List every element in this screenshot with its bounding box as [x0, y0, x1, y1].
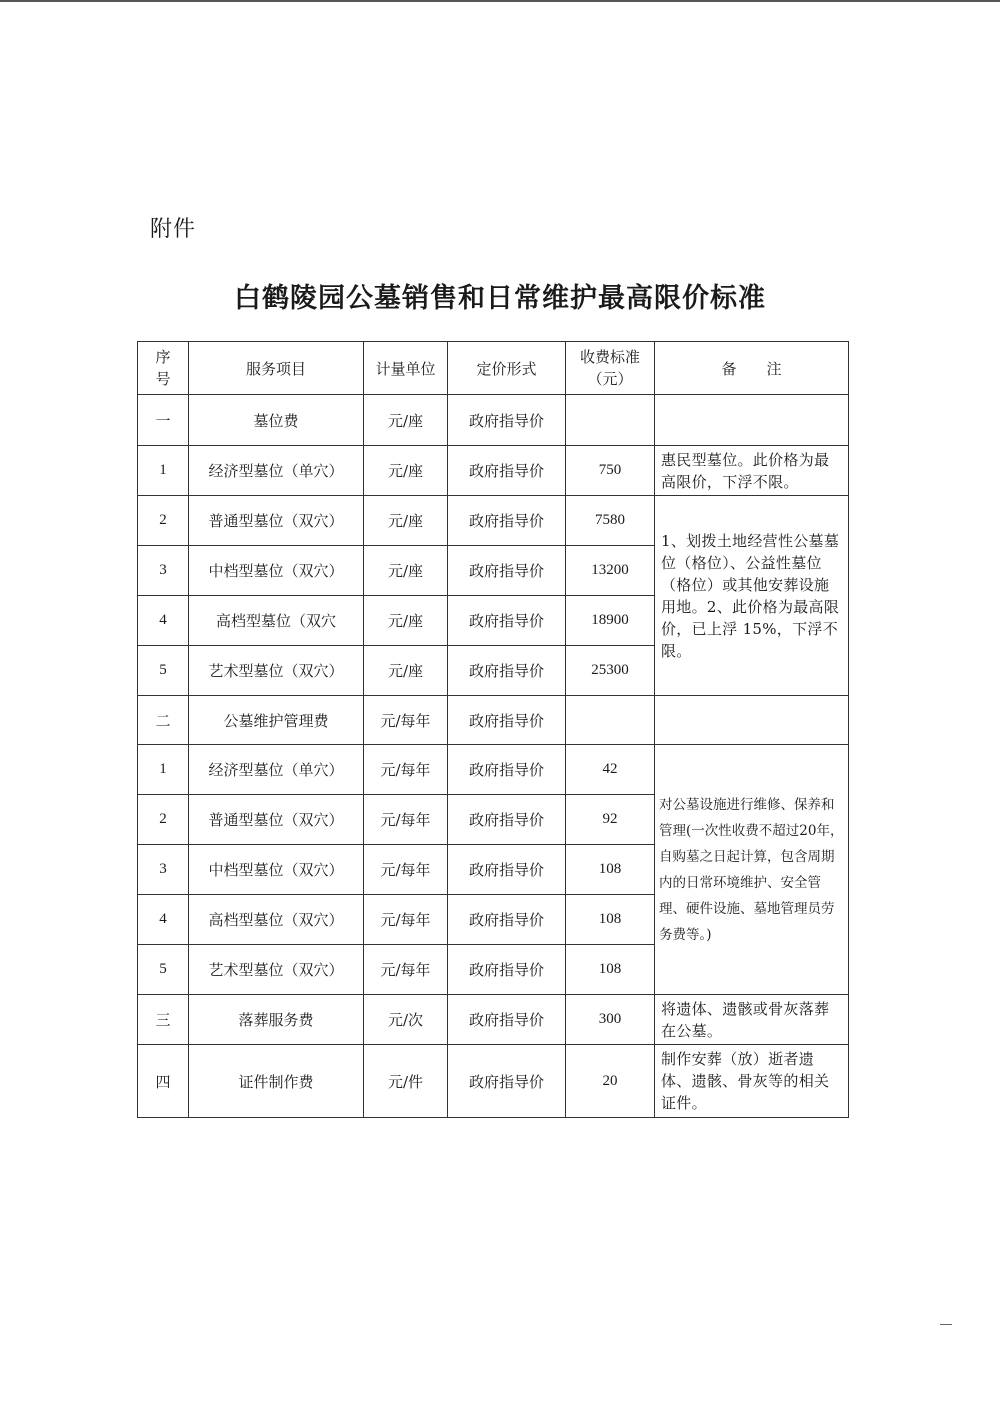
cell-item: 墓位费	[189, 395, 364, 446]
cell-fee: 108	[566, 945, 655, 995]
cell-seq: 三	[138, 995, 189, 1045]
header-fee-line2: （元）	[587, 370, 633, 388]
cell-pricing: 政府指导价	[448, 646, 566, 696]
header-fee	[566, 342, 655, 395]
cell-remark-merged: 1、划拨土地经营性公墓墓位（格位）、公益性墓位（格位）或其他安葬设施用地。2、此价格为最高限价，已上浮 15%，下浮不限。	[655, 496, 849, 696]
cell-fee: 13200	[566, 546, 655, 596]
cell-unit: 元/每年	[364, 845, 448, 895]
cell-fee: 20	[566, 1045, 655, 1118]
header-pricing: 定价形式	[448, 342, 566, 395]
cell-pricing: 政府指导价	[448, 745, 566, 795]
table-row	[138, 696, 849, 745]
cell-fee: 7580	[566, 496, 655, 546]
table-row	[138, 395, 849, 446]
page-mark	[940, 1324, 952, 1325]
cell-unit: 元/每年	[364, 745, 448, 795]
cell-item: 经济型墓位（单穴）	[189, 446, 364, 496]
cell-unit: 元/每年	[364, 795, 448, 845]
cell-item: 普通型墓位（双穴）	[189, 795, 364, 845]
cell-fee: 42	[566, 745, 655, 795]
cell-seq: 四	[138, 1045, 189, 1118]
header-seq	[138, 342, 189, 395]
cell-seq: 2	[138, 496, 189, 546]
cell-pricing: 政府指导价	[448, 945, 566, 995]
cell-pricing: 政府指导价	[448, 895, 566, 945]
cell-item: 落葬服务费	[189, 995, 364, 1045]
table-row	[138, 496, 849, 546]
cell-pricing: 政府指导价	[448, 395, 566, 446]
cell-seq: 3	[138, 845, 189, 895]
cell-item: 艺术型墓位（双穴）	[189, 646, 364, 696]
cell-seq: 1	[138, 446, 189, 496]
cell-pricing: 政府指导价	[448, 1045, 566, 1118]
header-fee-line1: 收费标准	[579, 348, 640, 366]
cell-fee	[566, 696, 655, 745]
cell-remark: 惠民型墓位。此价格为最高限价，下浮不限。	[655, 446, 849, 496]
fee-standard-table	[137, 341, 849, 1118]
page-top-border	[0, 0, 1000, 2]
header-seq-line1: 序	[155, 348, 171, 366]
cell-unit: 元/次	[364, 995, 448, 1045]
cell-remark	[655, 696, 849, 745]
cell-pricing: 政府指导价	[448, 496, 566, 546]
cell-item: 中档型墓位（双穴）	[189, 845, 364, 895]
cell-seq: 3	[138, 546, 189, 596]
cell-pricing: 政府指导价	[448, 596, 566, 646]
cell-remark	[655, 395, 849, 446]
cell-seq: 5	[138, 646, 189, 696]
cell-fee: 92	[566, 795, 655, 845]
cell-item: 艺术型墓位（双穴）	[189, 945, 364, 995]
cell-item: 中档型墓位（双穴）	[189, 546, 364, 596]
cell-unit: 元/每年	[364, 895, 448, 945]
cell-item: 经济型墓位（单穴）	[189, 745, 364, 795]
cell-item: 高档型墓位（双穴	[189, 596, 364, 646]
cell-pricing: 政府指导价	[448, 546, 566, 596]
header-unit: 计量单位	[364, 342, 448, 395]
cell-item: 高档型墓位（双穴）	[189, 895, 364, 945]
attachment-label: 附件	[150, 217, 197, 242]
cell-fee: 25300	[566, 646, 655, 696]
header-item: 服务项目	[189, 342, 364, 395]
cell-item: 证件制作费	[189, 1045, 364, 1118]
cell-unit: 元/每年	[364, 945, 448, 995]
cell-fee: 108	[566, 845, 655, 895]
cell-unit: 元/件	[364, 1045, 448, 1118]
cell-seq: 一	[138, 395, 189, 446]
cell-fee: 750	[566, 446, 655, 496]
cell-fee: 108	[566, 895, 655, 945]
cell-seq: 二	[138, 696, 189, 745]
cell-unit: 元/座	[364, 596, 448, 646]
cell-unit: 元/座	[364, 496, 448, 546]
cell-unit: 元/座	[364, 395, 448, 446]
cell-seq: 2	[138, 795, 189, 845]
table-row	[138, 995, 849, 1045]
cell-unit: 元/座	[364, 546, 448, 596]
cell-seq: 1	[138, 745, 189, 795]
table-header-row	[138, 342, 849, 395]
cell-pricing: 政府指导价	[448, 446, 566, 496]
cell-seq: 4	[138, 596, 189, 646]
cell-pricing: 政府指导价	[448, 795, 566, 845]
cell-pricing: 政府指导价	[448, 696, 566, 745]
cell-item: 普通型墓位（双穴）	[189, 496, 364, 546]
table-row	[138, 745, 849, 795]
header-remark: 备 注	[655, 342, 849, 395]
cell-remark: 制作安葬（放）逝者遗体、遗骸、骨灰等的相关证件。	[655, 1045, 849, 1118]
header-seq-line2: 号	[155, 370, 171, 388]
cell-unit: 元/座	[364, 646, 448, 696]
cell-fee: 300	[566, 995, 655, 1045]
table-row	[138, 446, 849, 496]
cell-remark-merged: 对公墓设施进行维修、保养和管理(一次性收费不超过20年，自购墓之日起计算，包含周期内的日常环境维护、安全管理、硬件设施、墓地管理员劳务费等。)	[655, 745, 849, 995]
cell-fee: 18900	[566, 596, 655, 646]
cell-remark: 将遗体、遗骸或骨灰落葬在公墓。	[655, 995, 849, 1045]
cell-item: 公墓维护管理费	[189, 696, 364, 745]
cell-pricing: 政府指导价	[448, 995, 566, 1045]
cell-fee	[566, 395, 655, 446]
cell-unit: 元/座	[364, 446, 448, 496]
cell-seq: 5	[138, 945, 189, 995]
cell-seq: 4	[138, 895, 189, 945]
document-title: 白鹤陵园公墓销售和日常维护最高限价标准	[234, 283, 766, 314]
cell-pricing: 政府指导价	[448, 845, 566, 895]
cell-unit: 元/每年	[364, 696, 448, 745]
table-row	[138, 1045, 849, 1118]
